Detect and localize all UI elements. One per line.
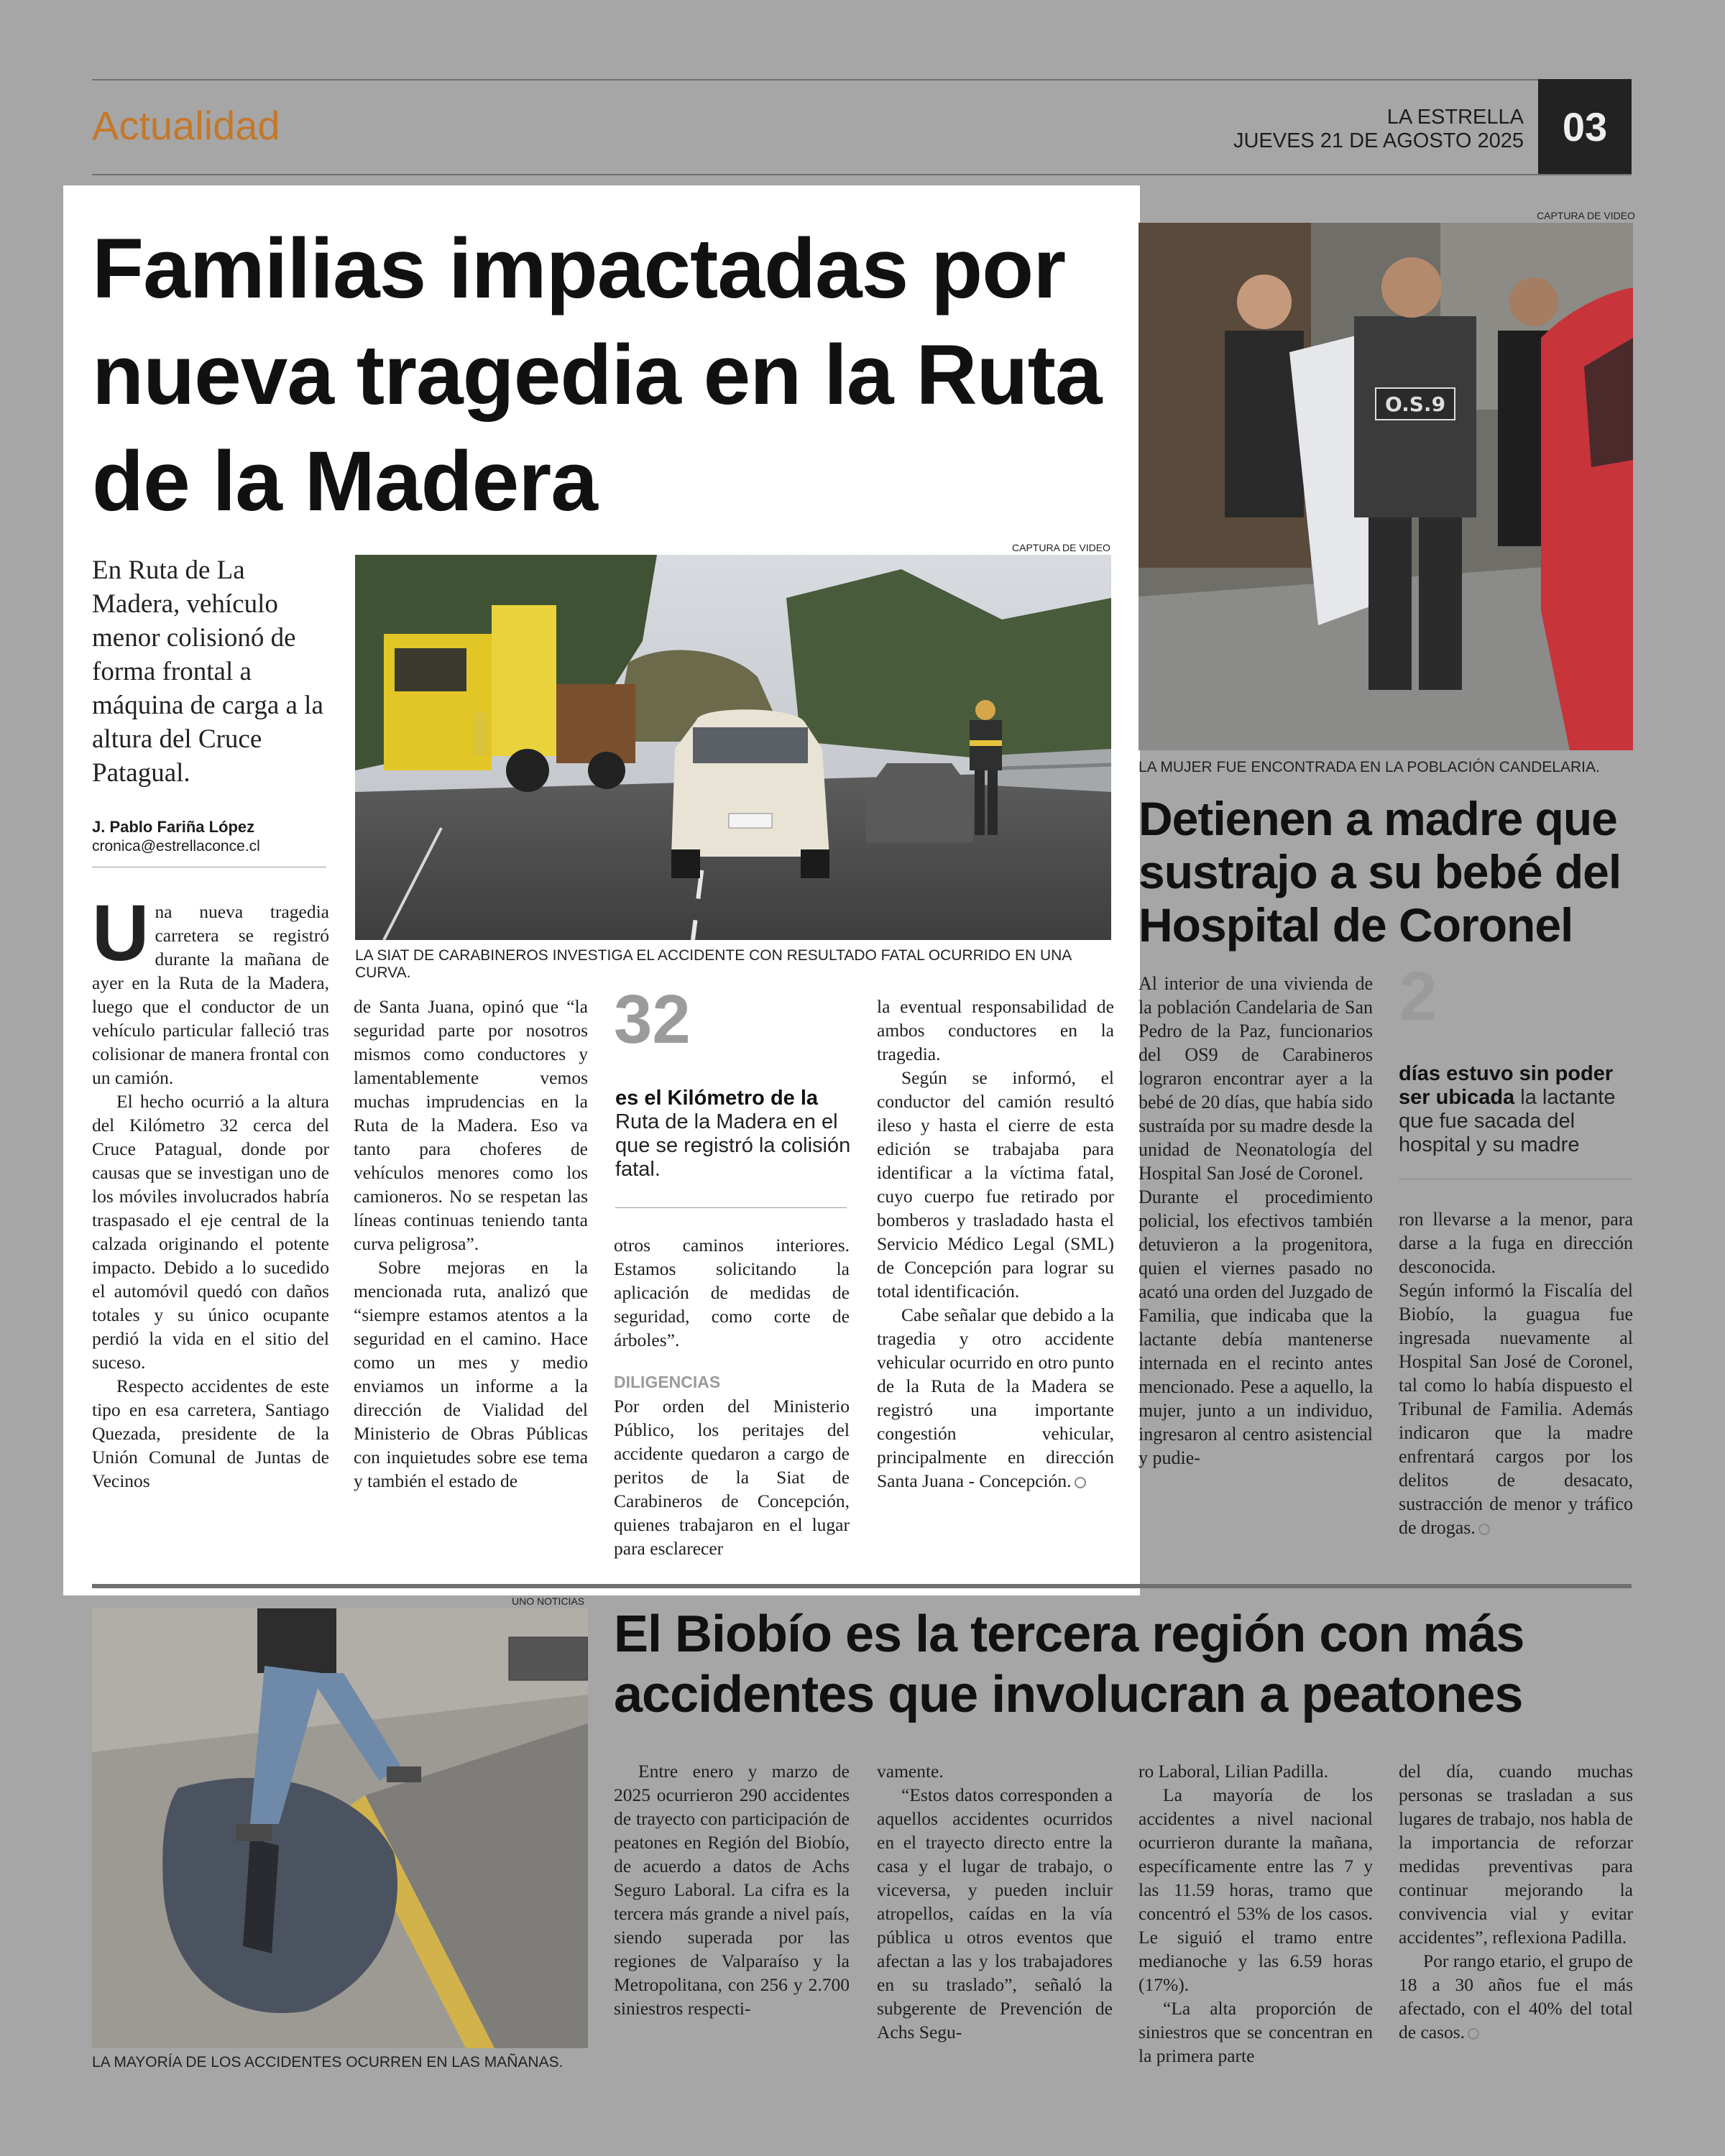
main-column-3 xyxy=(614,1233,850,1560)
bottom-col2-p2: “Estos datos corresponden a aquellos accidentes ocurridos en el trayecto directo entre la casa y el lugar de trabajo, o viceversa, y pueden incluir atropellos, caídas en la vía pública u otros eventos que afectan a las y los trabajadores en su traslado”, señaló la subgerente de Prevención de Achs Segu- xyxy=(877,1784,1113,2042)
header-bottom-rule xyxy=(92,174,1632,175)
side-col1-p2: Durante el procedimiento policial, los efectivos también detuvieron a la progenitora, quien el viernes pasado no acató una orden del Juzgado de Familia, que indicaba que la lactante debía mantenerse internada en el recinto antes mencionado. Pese a aquello, la mujer, junto a un individuo, ingresaron al centro asistencial y pudie- xyxy=(1138,1187,1373,1468)
end-of-article-icon xyxy=(1075,1477,1086,1488)
main-photo-credit: CAPTURA DE VIDEO xyxy=(1012,542,1110,553)
fact-note-km-bold: es el Kilómetro de la xyxy=(615,1087,819,1110)
side-photo-credit: CAPTURA DE VIDEO xyxy=(1537,210,1635,221)
side-col2-p2: Según informó la Fiscalía del Biobío, la guagua fue ingresada nuevamente al Hospital San José de Coronel, tal como lo había dispuesto el Tribunal de Familia. Además indicaron que la madre enfrentará cargos por los delitos de desacato, sustracción de menor y tráfico de drogas. xyxy=(1399,1280,1633,1538)
page-number: 03 xyxy=(1538,79,1632,174)
main-col4-p2: Según se informó, el conductor del camión resultó ileso y hasta el cierre de esta edición se trabajaba para identificar a la víctima fatal, cuyo cuerpo fue retirado por bomberos y trasladado hasta el Servicio Médico Legal (SML) de Concepción para lograr su total identificación. xyxy=(877,1067,1114,1302)
main-col2-p1: de Santa Juana, opinó que “la seguridad parte por nosotros mismos como conductores y lamentablemente vemos muchas imprudencias en la Ruta de la Madera. Eso va tanto para choferes de vehículos menores como los camioneros. No se respetan las líneas continuas teniendo tanta curva peligrosa”. xyxy=(354,996,588,1254)
main-headline: Familias impactadas por nueva tragedia en la Ruta de la Madera xyxy=(92,221,1102,529)
author-name: J. Pablo Fariña López xyxy=(92,818,255,836)
main-subhead: DILIGENCIAS xyxy=(614,1373,721,1391)
side-column-2 xyxy=(1399,1207,1633,1539)
main-photo-caption: LA SIAT DE CARABINEROS INVESTIGA EL ACCIDENTE CON RESULTADO FATAL OCURRIDO EN UNA CURVA. xyxy=(355,947,1072,981)
bottom-col1-p1: Entre enero y marzo de 2025 ocurrieron 290 accidentes de trayecto con participación de peatones en Región del Biobío, de acuerdo a datos de Achs Seguro Laboral. La cifra es la tercera más grande a nivel país, siendo superada por las regiones de Valparaíso y la Metropolitana, con 256 y 2.700 siniestros respecti- xyxy=(614,1761,850,2019)
bottom-col3-p1: ro Laboral, Lilian Padilla. xyxy=(1138,1761,1329,1782)
bottom-column-4 xyxy=(1399,1759,1633,2044)
side-headline: Detienen a madre que sustrajo a su bebé del Hospital de Coronel xyxy=(1138,792,1622,952)
bottom-col3-p2: La mayoría de los accidentes a nivel nacional ocurrieron durante la mañana, específicamente entre las 7 y las 11.59 horas, tramo que concentró el 53% de los casos. Le siguió el tramo entre medianoche y las 6.59 horas (17%). xyxy=(1138,1784,1373,1995)
bottom-photo-credit: UNO NOTICIAS xyxy=(512,1595,585,1607)
main-column-4 xyxy=(877,995,1114,1493)
bottom-col4-p2: Por rango etario, el grupo de 18 a 30 años fue el más afectado, con el 40% del total de casos. xyxy=(1399,1950,1633,2042)
fact-note-days xyxy=(1399,1062,1629,1157)
main-col3-p1: otros caminos interiores. Estamos solicitando la aplicación de medidas de seguridad, como corte de árboles”. xyxy=(614,1235,850,1350)
side-photo-caption: LA MUJER FUE ENCONTRADA EN LA POBLACIÓN CANDELARIA. xyxy=(1138,759,1600,775)
bottom-column-1 xyxy=(614,1759,850,2020)
fact-note-days-bold: días estuvo sin poder ser ubicada xyxy=(1399,1062,1614,1109)
fact-note-km-text: Ruta de la Madera en el que se registró la colisión fatal. xyxy=(615,1110,851,1181)
bottom-headline: El Biobío es la tercera región con más accidentes que involucran a peatones xyxy=(614,1606,1524,1723)
issue-date: JUEVES 21 DE AGOSTO 2025 xyxy=(1233,129,1524,152)
main-col2-p2: Sobre mejoras en la mencionada ruta, analizó que “siempre estamos atentos a la seguridad en el camino. Hace como un mes y medio enviamos un informe a la dirección de Vialidad del Ministerio de Obras Públicas con inquietudes sobre ese tema y también el estado de xyxy=(354,1257,588,1491)
main-col1-p2: El hecho ocurrió a la altura del Kilómetro 32 cerca del Cruce Patagual, donde por causas que se investigan uno de los móviles involucrados habría traspasado el eje central de la calzada originando el potente impacto. Debido a lo sucedido el automóvil quedó con daños totales y su único ocupante perdió la vida en el sitio del suceso. xyxy=(92,1091,329,1373)
fact-number-days: 2 xyxy=(1399,958,1438,1035)
bottom-col3-p3: “La alta proporción de siniestros que se concentran en la primera parte xyxy=(1138,1998,1373,2066)
fact-note-km xyxy=(615,1087,852,1181)
pedestrian-photo xyxy=(92,1608,588,2048)
paper-name: LA ESTRELLA xyxy=(1386,106,1524,129)
vest-label: O.S.9 xyxy=(1384,392,1446,416)
fact-box-rule xyxy=(615,1207,847,1208)
main-column-2 xyxy=(354,995,588,1493)
main-col3-p2: Por orden del Ministerio Público, los peritajes del accidente quedaron a cargo de peritos de la Siat de Carabineros de Concepción, quienes trabajaron en el lugar para esclarecer xyxy=(614,1396,850,1559)
fact-note-days-text: la lactante que fue sacada del hospital y su madre xyxy=(1399,1086,1616,1156)
section-name: Actualidad xyxy=(92,103,280,148)
arrest-photo xyxy=(1138,223,1633,750)
main-col4-p3: Cabe señalar que debido a la tragedia y otro accidente vehicular ocurrido en otro punto de la Ruta de la Madera se registró una importante congestión vehicular, principalmente en dirección Santa Juana - Concepción. xyxy=(877,1304,1114,1491)
fact-number-km: 32 xyxy=(614,981,691,1058)
bottom-column-3 xyxy=(1138,1759,1373,2068)
main-col4-p1: la eventual responsabilidad de ambos conductores en la tragedia. xyxy=(877,996,1114,1064)
main-lead: En Ruta de La Madera, vehículo menor colisionó de forma frontal a máquina de carga a la altura del Cruce Patagual. xyxy=(92,556,323,788)
author-email: cronica@estrellaconce.cl xyxy=(92,838,260,854)
side-column-1 xyxy=(1138,972,1373,1470)
header-top-rule xyxy=(92,79,1538,80)
side-col2-p1: ron llevarse a la menor, para darse a la fuga en dirección desconocida. xyxy=(1399,1209,1633,1277)
bottom-column-2 xyxy=(877,1759,1113,2044)
side-end-of-article-icon xyxy=(1478,1524,1490,1535)
main-column-1 xyxy=(92,889,329,1493)
bottom-col4-p1: del día, cuando muchas personas se trasladan a sus lugares de trabajo, nos habla de la importancia de reforzar medidas preventivas para continuar mejorando la convivencia vial y evitar accidentes”, reflexiona Padilla. xyxy=(1399,1761,1633,1948)
section-divider xyxy=(92,1584,1632,1588)
accident-photo xyxy=(355,555,1111,940)
bottom-end-of-article-icon xyxy=(1468,2028,1479,2040)
main-col1-p3: Respecto accidentes de este tipo en esa carretera, Santiago Quezada, presidente de la Unión Comunal de Juntas de Vecinos xyxy=(92,1376,329,1491)
side-col1-p1: Al interior de una vivienda de la población Candelaria de San Pedro de la Paz, funcionarios del OS9 de Carabineros lograron encontrar ayer a la bebé de 20 días, que había sido sustraída por su madre desde la unidad de Neonatología del Hospital San José de Coronel. xyxy=(1138,973,1373,1184)
main-col1-p1: na nueva tragedia carretera se registró durante la mañana de ayer en la Ruta de la Madera, luego que el conductor de un vehículo particular falleció tras colisionar de manera frontal con un camión. xyxy=(92,901,329,1088)
drop-cap: U xyxy=(92,889,150,977)
bottom-photo-caption: LA MAYORÍA DE LOS ACCIDENTES OCURREN EN LAS MAÑANAS. xyxy=(92,2054,564,2070)
bottom-col2-p1: vamente. xyxy=(877,1761,944,1782)
